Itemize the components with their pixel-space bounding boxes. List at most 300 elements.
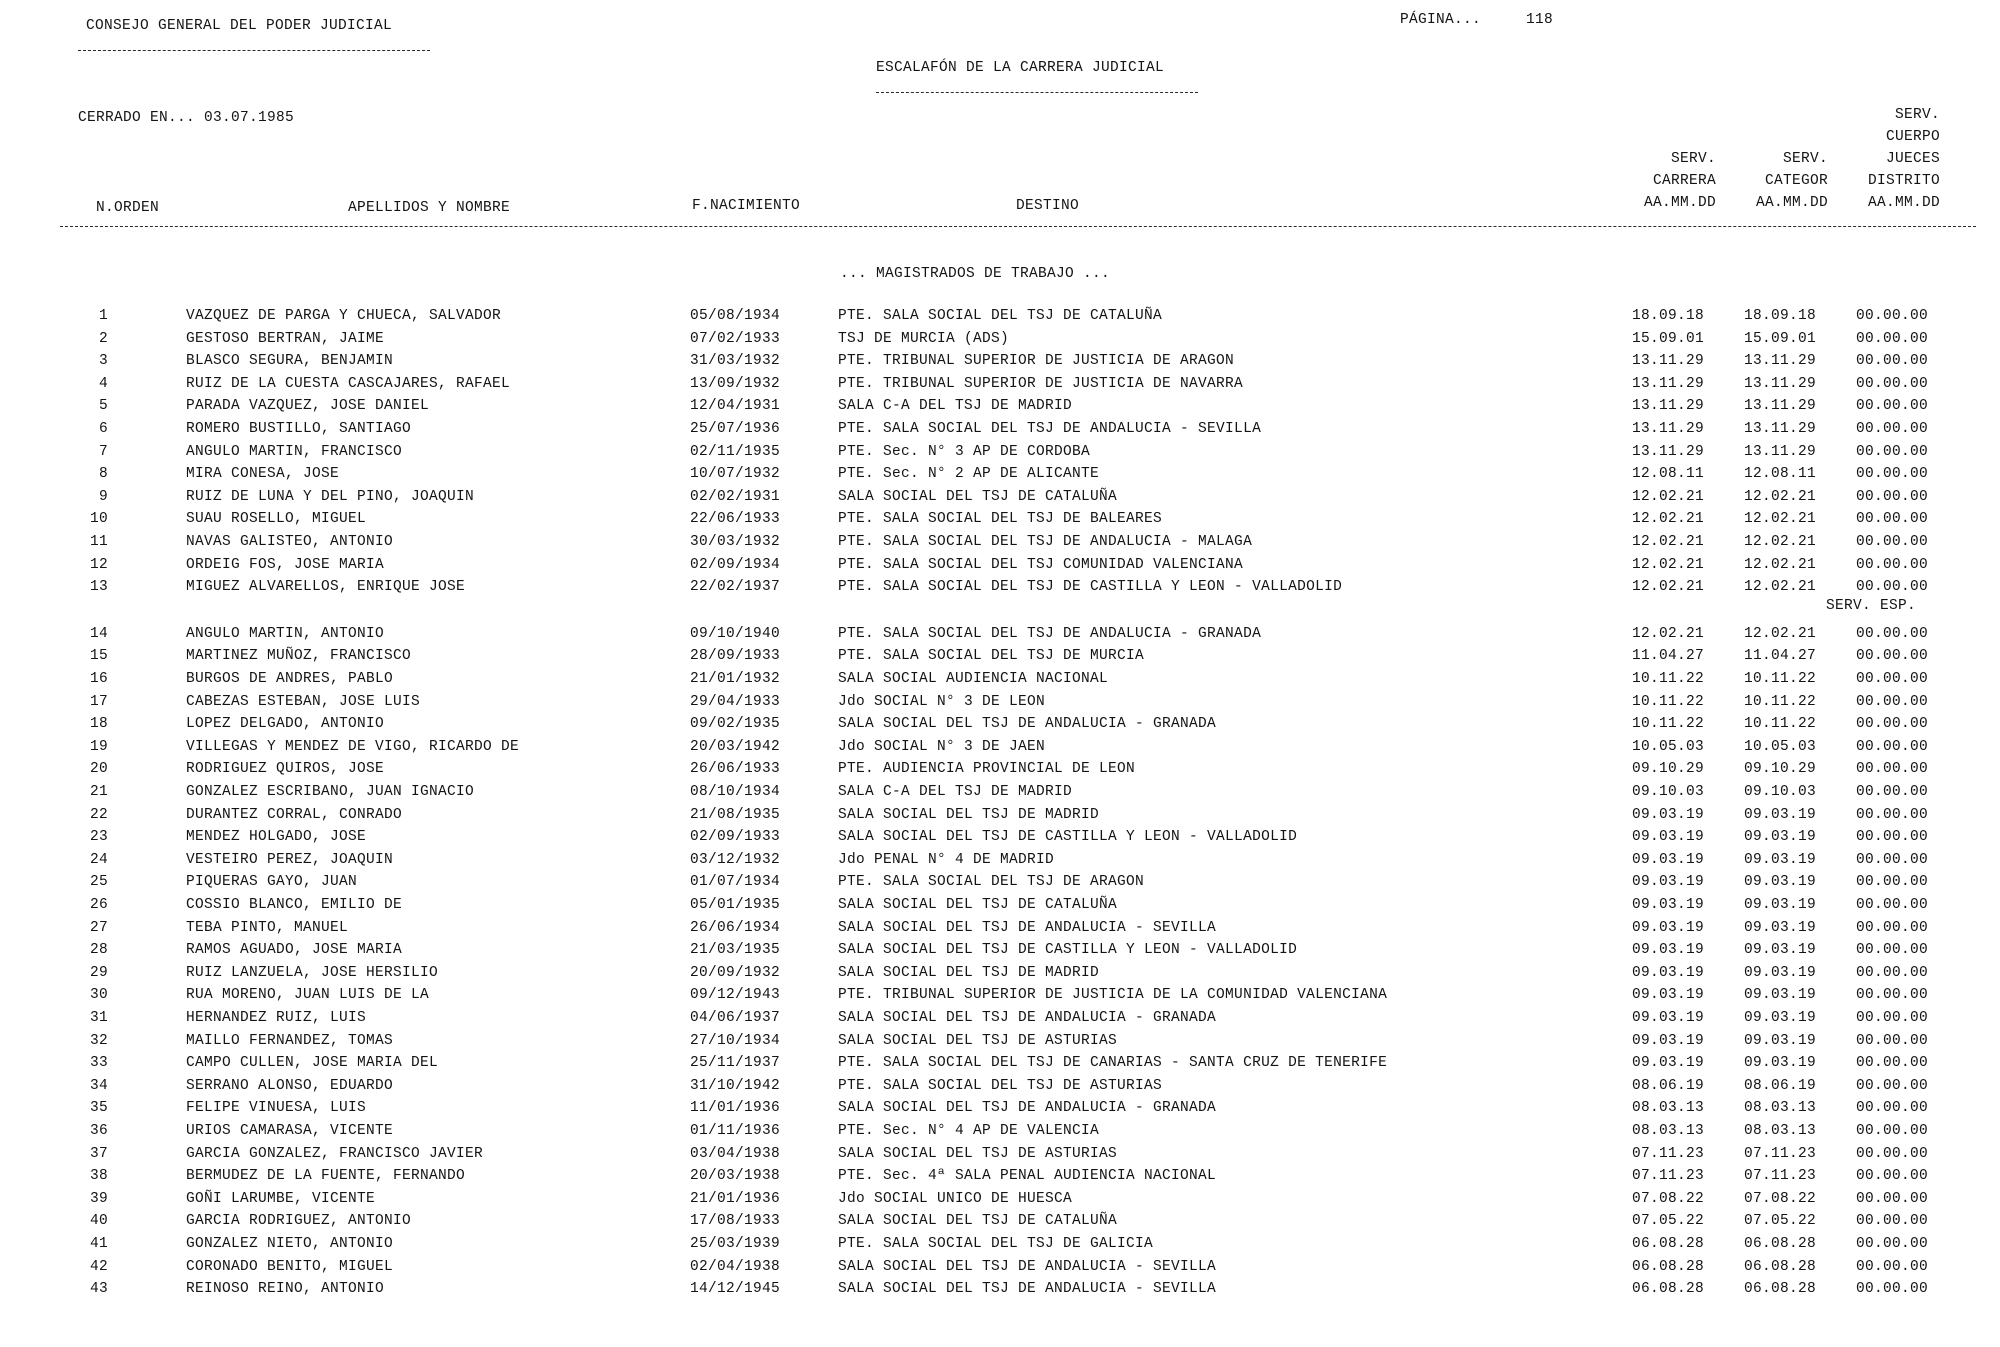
row-birth-date: 02/11/1935 [690,443,781,460]
row-name: ROMERO BUSTILLO, SANTIAGO [186,421,412,437]
row-serv-jueces: 00.00.00 [1855,964,1928,981]
row-serv-jueces: 00.00.00 [1855,784,1928,800]
table-row [0,920,2000,942]
row-number: 27 [89,919,108,936]
col-header-jueces: SERV. CUERPO JUECES DISTRITO AA.MM.DD [1867,107,1940,211]
row-serv-categor: 07.11.23 [1743,1168,1816,1185]
header-separator [60,226,1976,227]
row-serv-carrera: 09.03.19 [1631,851,1704,868]
table-row [0,331,2000,353]
row-name: VAZQUEZ DE PARGA Y CHUECA, SALVADOR [186,308,502,324]
row-serv-jueces: 00.00.00 [1855,353,1928,370]
row-serv-carrera: 08.06.19 [1631,1077,1704,1094]
row-destination: SALA SOCIAL DEL TSJ DE ANDALUCIA - GRANADA [838,1010,1217,1026]
row-name: GONZALEZ NIETO, ANTONIO [186,1236,394,1252]
document-title: ESCALAFÓN DE LA CARRERA JUDICIAL [876,60,1165,76]
row-destination: PTE. SALA SOCIAL DEL TSJ DE ARAGON [838,874,1145,891]
row-name: SUAU ROSELLO, MIGUEL [186,511,367,528]
row-serv-jueces: 00.00.00 [1855,648,1928,665]
col-header-categor: SERV. CATEGOR AA.MM.DD [1755,151,1828,211]
table-row [0,852,2000,874]
row-serv-carrera: 10.11.22 [1631,693,1704,710]
row-serv-jueces: 00.00.00 [1855,851,1928,868]
row-serv-jueces: 00.00.00 [1855,1281,1928,1298]
row-destination: PTE. SALA SOCIAL DEL TSJ DE ANDALUCIA - GRANADA [838,625,1262,642]
row-number: 35 [89,1100,108,1117]
row-birth-date: 09/02/1935 [690,716,781,733]
row-serv-categor: 10.11.22 [1743,671,1816,687]
row-serv-carrera: 09.10.03 [1631,784,1704,800]
row-serv-jueces: 00.00.00 [1855,942,1928,959]
row-serv-carrera: 11.04.27 [1631,648,1704,665]
table-row [0,421,2000,443]
row-birth-date: 08/10/1934 [690,784,781,800]
table-row [0,648,2000,670]
row-birth-date: 20/03/1938 [690,1168,781,1185]
row-serv-categor: 07.08.22 [1743,1190,1816,1207]
row-number: 43 [89,1281,108,1298]
row-birth-date: 29/04/1933 [690,693,781,710]
table-row [0,739,2000,761]
row-birth-date: 09/10/1940 [690,625,781,642]
table-row [0,784,2000,806]
row-serv-categor: 08.06.19 [1743,1077,1816,1094]
table-row [0,1146,2000,1168]
row-serv-carrera: 10.05.03 [1631,738,1704,755]
row-birth-date: 22/06/1933 [690,511,781,528]
row-serv-carrera: 18.09.18 [1631,308,1704,324]
row-number: 8 [98,466,108,483]
row-serv-carrera: 13.11.29 [1631,353,1704,370]
row-serv-categor: 09.03.19 [1743,964,1816,981]
row-name: BLASCO SEGURA, BENJAMIN [186,353,394,370]
row-serv-carrera: 15.09.01 [1631,330,1704,347]
row-destination: SALA SOCIAL DEL TSJ DE CASTILLA Y LEON - VALLADOLID [838,942,1298,959]
row-destination: SALA SOCIAL DEL TSJ DE ANDALUCIA - SEVILLA [838,919,1217,936]
row-serv-carrera: 12.02.21 [1631,511,1704,528]
row-serv-carrera: 07.08.22 [1631,1190,1704,1207]
row-number: 2 [98,330,108,347]
row-number: 1 [98,308,108,324]
row-serv-categor: 09.03.19 [1743,829,1816,846]
row-serv-categor: 06.08.28 [1743,1236,1816,1252]
row-birth-date: 25/11/1937 [690,1055,781,1072]
row-number: 11 [89,534,108,550]
row-number: 20 [89,761,108,778]
row-birth-date: 28/09/1933 [690,648,781,665]
table-row [0,466,2000,488]
row-number: 6 [98,421,108,437]
row-serv-jueces: 00.00.00 [1855,761,1928,778]
row-name: SERRANO ALONSO, EDUARDO [186,1077,394,1094]
row-destination: PTE. SALA SOCIAL DEL TSJ DE ANDALUCIA - SEVILLA [838,421,1262,437]
row-serv-categor: 09.03.19 [1743,1055,1816,1072]
row-serv-categor: 09.03.19 [1743,851,1816,868]
row-number: 15 [89,648,108,665]
row-birth-date: 12/04/1931 [690,398,781,415]
row-serv-carrera: 10.11.22 [1631,671,1704,687]
table-row [0,1213,2000,1235]
row-serv-jueces: 00.00.00 [1855,421,1928,437]
row-number: 5 [98,398,108,415]
row-name: REINOSO REINO, ANTONIO [186,1281,385,1298]
row-destination: PTE. AUDIENCIA PROVINCIAL DE LEON [838,761,1136,778]
row-name: ANGULO MARTIN, FRANCISCO [186,443,403,460]
row-destination: Jdo SOCIAL N° 3 DE LEON [838,693,1046,710]
row-serv-carrera: 12.02.21 [1631,556,1704,573]
row-serv-jueces: 00.00.00 [1855,874,1928,891]
row-number: 17 [89,693,108,710]
row-number: 42 [89,1258,108,1275]
table-row [0,671,2000,693]
row-serv-categor: 09.03.19 [1743,806,1816,823]
row-serv-jueces: 00.00.00 [1855,398,1928,415]
row-serv-carrera: 12.02.21 [1631,579,1704,596]
row-serv-categor: 12.02.21 [1743,579,1816,596]
row-serv-jueces: 00.00.00 [1855,1168,1928,1185]
row-birth-date: 25/03/1939 [690,1236,781,1252]
row-name: CABEZAS ESTEBAN, JOSE LUIS [186,693,421,710]
row-birth-date: 01/11/1936 [690,1123,781,1139]
row-serv-jueces: 00.00.00 [1855,625,1928,642]
row-birth-date: 07/02/1933 [690,330,781,347]
table-row [0,942,2000,964]
row-serv-jueces: 00.00.00 [1855,466,1928,483]
table-row [0,1055,2000,1077]
row-serv-carrera: 09.03.19 [1631,964,1704,981]
row-number: 39 [89,1190,108,1207]
row-serv-carrera: 07.11.23 [1631,1145,1704,1162]
row-serv-jueces: 00.00.00 [1855,1190,1928,1207]
row-number: 24 [89,851,108,868]
row-birth-date: 02/04/1938 [690,1258,781,1275]
row-serv-jueces: 00.00.00 [1855,1123,1928,1139]
row-serv-carrera: 09.03.19 [1631,1032,1704,1049]
row-destination: PTE. Sec. N° 4 AP DE VALENCIA [838,1123,1100,1139]
row-birth-date: 26/06/1934 [690,919,781,936]
row-serv-carrera: 13.11.29 [1631,375,1704,392]
col-header-carrera: SERV. CARRERA AA.MM.DD [1643,151,1716,211]
row-serv-carrera: 12.02.21 [1631,534,1704,550]
row-serv-jueces: 00.00.00 [1855,488,1928,505]
row-serv-jueces: 00.00.00 [1855,897,1928,913]
row-birth-date: 02/09/1934 [690,556,781,573]
row-number: 41 [89,1236,108,1252]
row-serv-jueces: 00.00.00 [1855,829,1928,846]
row-birth-date: 21/01/1936 [690,1190,781,1207]
row-name: RUA MORENO, JUAN LUIS DE LA [186,987,430,1004]
row-serv-categor: 10.11.22 [1743,693,1816,710]
row-name: COSSIO BLANCO, EMILIO DE [186,897,403,913]
table-row [0,626,2000,648]
row-birth-date: 31/10/1942 [690,1077,781,1094]
col-header-orden: N.ORDEN [96,200,160,216]
row-number: 16 [89,671,108,687]
row-destination: SALA SOCIAL AUDIENCIA NACIONAL [838,671,1109,687]
row-birth-date: 17/08/1933 [690,1213,781,1230]
table-row [0,1033,2000,1055]
page-number: 118 [1526,12,1554,28]
table-row [0,716,2000,738]
row-number: 26 [89,897,108,913]
row-serv-carrera: 09.03.19 [1631,1055,1704,1072]
section-title: ... MAGISTRADOS DE TRABAJO ... [840,266,1111,282]
row-name: RAMOS AGUADO, JOSE MARIA [186,942,403,959]
row-number: 10 [89,511,108,528]
row-destination: SALA SOCIAL DEL TSJ DE MADRID [838,964,1100,981]
row-serv-jueces: 00.00.00 [1855,1213,1928,1230]
row-serv-jueces: 00.00.00 [1855,1010,1928,1026]
row-name: CORONADO BENITO, MIGUEL [186,1258,394,1275]
row-serv-carrera: 12.02.21 [1631,488,1704,505]
row-birth-date: 10/07/1932 [690,466,781,483]
row-name: PIQUERAS GAYO, JUAN [186,874,358,891]
row-birth-date: 05/08/1934 [690,308,781,324]
table-row [0,557,2000,579]
row-serv-categor: 09.03.19 [1743,1032,1816,1049]
row-serv-carrera: 07.11.23 [1631,1168,1704,1185]
row-serv-jueces: 00.00.00 [1855,1100,1928,1117]
table-row [0,489,2000,511]
table-row [0,897,2000,919]
row-number: 22 [89,806,108,823]
row-serv-carrera: 13.11.29 [1631,421,1704,437]
org-underline [78,50,430,51]
row-birth-date: 14/12/1945 [690,1281,781,1298]
row-name: NAVAS GALISTEO, ANTONIO [186,534,394,550]
row-destination: SALA C-A DEL TSJ DE MADRID [838,398,1073,415]
organization-name: CONSEJO GENERAL DEL PODER JUDICIAL [86,18,393,34]
row-serv-jueces: 00.00.00 [1855,716,1928,733]
row-serv-jueces: 00.00.00 [1855,693,1928,710]
title-underline [876,92,1198,93]
row-number: 19 [89,738,108,755]
row-birth-date: 13/09/1932 [690,375,781,392]
row-name: HERNANDEZ RUIZ, LUIS [186,1010,367,1026]
row-serv-jueces: 00.00.00 [1855,1032,1928,1049]
row-serv-jueces: 00.00.00 [1855,308,1928,324]
row-destination: PTE. SALA SOCIAL DEL TSJ DE MURCIA [838,648,1145,665]
row-serv-jueces: 00.00.00 [1855,534,1928,550]
row-serv-jueces: 00.00.00 [1855,671,1928,687]
table-row [0,965,2000,987]
row-serv-jueces: 00.00.00 [1855,1145,1928,1162]
row-destination: Jdo SOCIAL UNICO DE HUESCA [838,1190,1073,1207]
row-number: 37 [89,1145,108,1162]
row-serv-carrera: 07.05.22 [1631,1213,1704,1230]
table-row [0,1123,2000,1145]
row-birth-date: 26/06/1933 [690,761,781,778]
table-row [0,534,2000,556]
row-number: 23 [89,829,108,846]
row-destination: PTE. Sec. 4ª SALA PENAL AUDIENCIA NACIONAL [838,1168,1217,1185]
row-serv-categor: 12.02.21 [1743,511,1816,528]
row-serv-carrera: 09.03.19 [1631,919,1704,936]
row-number: 31 [89,1010,108,1026]
row-serv-categor: 07.05.22 [1743,1213,1816,1230]
row-birth-date: 22/02/1937 [690,579,781,596]
row-destination: SALA SOCIAL DEL TSJ DE ANDALUCIA - GRANADA [838,1100,1217,1117]
row-serv-jueces: 00.00.00 [1855,919,1928,936]
row-serv-carrera: 10.11.22 [1631,716,1704,733]
row-serv-carrera: 09.03.19 [1631,942,1704,959]
row-birth-date: 20/09/1932 [690,964,781,981]
row-number: 33 [89,1055,108,1072]
table-row [0,1168,2000,1190]
row-destination: Jdo PENAL N° 4 DE MADRID [838,851,1055,868]
row-destination: SALA SOCIAL DEL TSJ DE CATALUÑA [838,1213,1118,1230]
row-serv-carrera: 13.11.29 [1631,398,1704,415]
row-name: ANGULO MARTIN, ANTONIO [186,625,385,642]
table-row [0,1236,2000,1258]
row-name: MIRA CONESA, JOSE [186,466,340,483]
row-destination: PTE. SALA SOCIAL DEL TSJ DE CASTILLA Y LEON - VALLADOLID [838,579,1343,596]
row-serv-jueces: 00.00.00 [1855,1055,1928,1072]
table-row [0,1078,2000,1100]
row-serv-carrera: 09.10.29 [1631,761,1704,778]
row-name: BURGOS DE ANDRES, PABLO [186,671,394,687]
row-serv-jueces: 00.00.00 [1855,1077,1928,1094]
row-serv-carrera: 12.08.11 [1631,466,1704,483]
row-name: MAILLO FERNANDEZ, TOMAS [186,1032,394,1049]
row-serv-jueces: 00.00.00 [1855,987,1928,1004]
row-number: 38 [89,1168,108,1185]
row-name: GESTOSO BERTRAN, JAIME [186,330,385,347]
row-destination: PTE. TRIBUNAL SUPERIOR DE JUSTICIA DE NAVARRA [838,375,1244,392]
row-destination: Jdo SOCIAL N° 3 DE JAEN [838,738,1046,755]
row-number: 29 [89,964,108,981]
row-serv-carrera: 09.03.19 [1631,987,1704,1004]
row-serv-carrera: 12.02.21 [1631,625,1704,642]
row-destination: SALA SOCIAL DEL TSJ DE ANDALUCIA - SEVILLA [838,1281,1217,1298]
table-row [0,353,2000,375]
row-serv-categor: 09.10.29 [1743,761,1816,778]
row-serv-carrera: 09.03.19 [1631,829,1704,846]
row-destination: PTE. SALA SOCIAL DEL TSJ DE GALICIA [838,1236,1154,1252]
row-name: BERMUDEZ DE LA FUENTE, FERNANDO [186,1168,466,1185]
row-birth-date: 03/04/1938 [690,1145,781,1162]
row-serv-jueces: 00.00.00 [1855,330,1928,347]
row-serv-categor: 09.10.03 [1743,784,1816,800]
row-serv-categor: 11.04.27 [1743,648,1816,665]
row-name: GOÑI LARUMBE, VICENTE [186,1190,376,1207]
row-destination: PTE. SALA SOCIAL DEL TSJ COMUNIDAD VALENCIANA [838,556,1244,573]
row-serv-categor: 13.11.29 [1743,375,1816,392]
row-serv-jueces: 00.00.00 [1855,443,1928,460]
row-name: MENDEZ HOLGADO, JOSE [186,829,367,846]
row-number: 3 [98,353,108,370]
row-serv-categor: 10.05.03 [1743,738,1816,755]
table-row [0,761,2000,783]
row-serv-jueces: 00.00.00 [1855,738,1928,755]
row-birth-date: 04/06/1937 [690,1010,781,1026]
row-number: 25 [89,874,108,891]
row-number: 18 [89,716,108,733]
row-number: 36 [89,1123,108,1139]
row-serv-jueces: 00.00.00 [1855,556,1928,573]
table-row [0,579,2000,601]
row-serv-carrera: 09.03.19 [1631,1010,1704,1026]
table-row [0,1259,2000,1281]
row-serv-categor: 08.03.13 [1743,1100,1816,1117]
table-row [0,1010,2000,1032]
row-birth-date: 03/12/1932 [690,851,781,868]
row-birth-date: 27/10/1934 [690,1032,781,1049]
row-serv-categor: 12.08.11 [1743,466,1816,483]
row-number: 7 [98,443,108,460]
row-birth-date: 05/01/1935 [690,897,781,913]
table-row [0,829,2000,851]
row-name: DURANTEZ CORRAL, CONRADO [186,806,403,823]
row-birth-date: 21/03/1935 [690,942,781,959]
row-name: TEBA PINTO, MANUEL [186,919,349,936]
row-serv-categor: 12.02.21 [1743,625,1816,642]
row-destination: SALA SOCIAL DEL TSJ DE ASTURIAS [838,1145,1118,1162]
row-number: 9 [98,488,108,505]
row-serv-jueces: 00.00.00 [1855,511,1928,528]
row-birth-date: 30/03/1932 [690,534,781,550]
row-serv-jueces: 00.00.00 [1855,1258,1928,1275]
row-birth-date: 01/07/1934 [690,874,781,891]
row-destination: SALA SOCIAL DEL TSJ DE ANDALUCIA - SEVILLA [838,1258,1217,1275]
row-serv-categor: 10.11.22 [1743,716,1816,733]
row-destination: SALA SOCIAL DEL TSJ DE ANDALUCIA - GRANADA [838,716,1217,733]
page-label: PÁGINA... [1400,12,1482,28]
row-serv-carrera: 06.08.28 [1631,1281,1704,1298]
row-number: 12 [89,556,108,573]
row-destination: PTE. Sec. N° 3 AP DE CORDOBA [838,443,1091,460]
col-header-destino: DESTINO [1016,198,1080,214]
row-serv-categor: 12.02.21 [1743,556,1816,573]
row-birth-date: 20/03/1942 [690,738,781,755]
table-row [0,398,2000,420]
table-row [0,1191,2000,1213]
row-serv-carrera: 13.11.29 [1631,443,1704,460]
row-number: 21 [89,784,108,800]
row-birth-date: 02/02/1931 [690,488,781,505]
col-header-nombre: APELLIDOS Y NOMBRE [348,200,511,216]
row-serv-jueces: 00.00.00 [1855,375,1928,392]
row-name: RODRIGUEZ QUIROS, JOSE [186,761,385,778]
row-serv-categor: 09.03.19 [1743,942,1816,959]
row-number: 14 [89,625,108,642]
row-name: URIOS CAMARASA, VICENTE [186,1123,394,1139]
row-serv-categor: 12.02.21 [1743,488,1816,505]
row-name: GARCIA RODRIGUEZ, ANTONIO [186,1213,412,1230]
row-number: 32 [89,1032,108,1049]
closed-date: CERRADO EN... 03.07.1985 [78,110,295,126]
row-name: PARADA VAZQUEZ, JOSE DANIEL [186,398,430,415]
row-destination: SALA SOCIAL DEL TSJ DE CATALUÑA [838,897,1118,913]
row-serv-categor: 12.02.21 [1743,534,1816,550]
row-name: VILLEGAS Y MENDEZ DE VIGO, RICARDO DE [186,738,520,755]
row-number: 4 [98,375,108,392]
row-destination: SALA C-A DEL TSJ DE MADRID [838,784,1073,800]
col-header-nacimiento: F.NACIMIENTO [692,198,801,214]
row-name: RUIZ DE LUNA Y DEL PINO, JOAQUIN [186,488,475,505]
row-serv-categor: 13.11.29 [1743,398,1816,415]
row-number: 13 [89,579,108,596]
row-serv-categor: 09.03.19 [1743,874,1816,891]
row-birth-date: 25/07/1936 [690,421,781,437]
row-serv-categor: 06.08.28 [1743,1258,1816,1275]
row-serv-carrera: 06.08.28 [1631,1258,1704,1275]
table-row [0,694,2000,716]
row-name: LOPEZ DELGADO, ANTONIO [186,716,385,733]
row-destination: PTE. TRIBUNAL SUPERIOR DE JUSTICIA DE ARAGON [838,353,1235,370]
row-serv-carrera: 09.03.19 [1631,874,1704,891]
row-name: CAMPO CULLEN, JOSE MARIA DEL [186,1055,439,1072]
